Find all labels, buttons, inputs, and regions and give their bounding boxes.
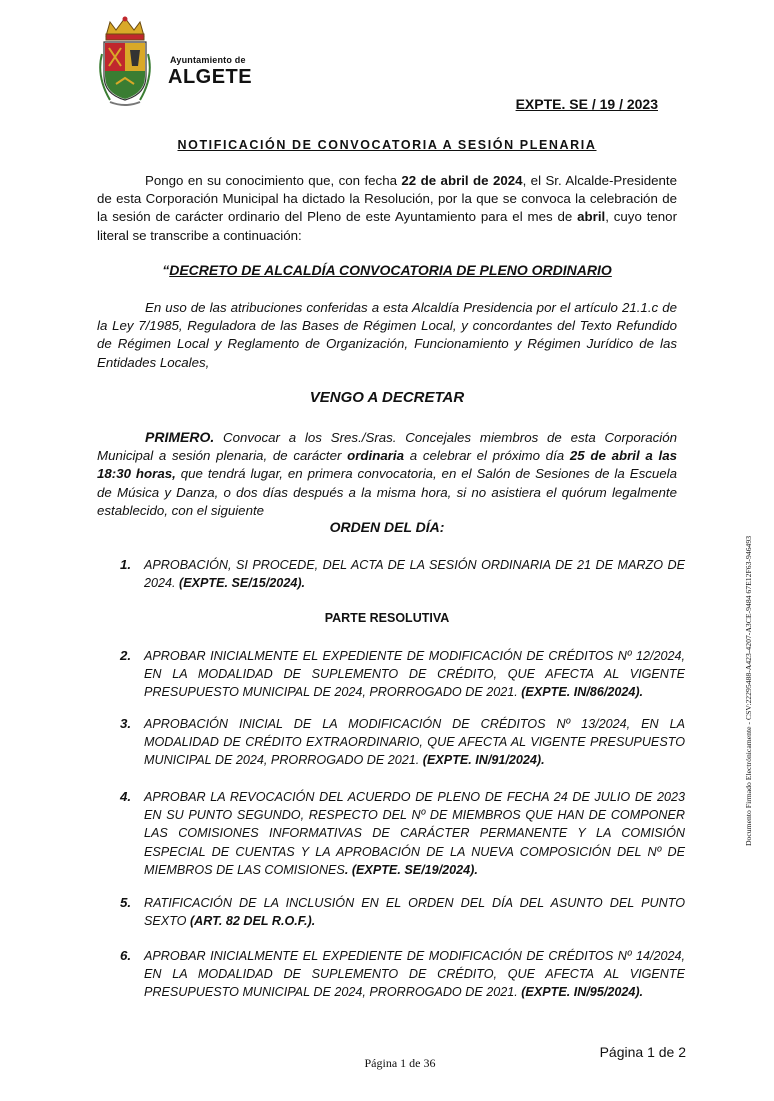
page-counter-right: Página 1 de 2 (599, 1044, 686, 1060)
electronic-signature-note: Documento Firmado Electrónicamente - CSV:22295488-A423-4207-A3CE-9484 67E12F63-946493 (744, 535, 753, 846)
intro-paragraph: Pongo en su conocimiento que, con fecha 22 de abril de 2024, el Sr. Alcalde-Presidente de esta Corporación Municipal ha dictado la Resolución, por la que se convoca la celebración de la sesión de carácter ordinario del Pleno de este Ayuntamiento para el mes de abril, cuyo tenor literal se transcribe a continuación: (97, 173, 678, 243)
agenda-item: APROBACIÓN, SI PROCEDE, DEL ACTA DE LA SESIÓN ORDINARIA DE 21 DE MARZO DE 2024. (EXPTE. SE/15/2024). (144, 558, 685, 591)
expediente-number: EXPTE. SE / 19 / 2023 (515, 96, 658, 112)
page-counter-center: Página 1 de 36 (364, 1056, 436, 1070)
notification-title: NOTIFICACIÓN DE CONVOCATORIA A SESIÓN PLENARIA (177, 138, 597, 152)
agenda-item: APROBAR LA REVOCACIÓN DEL ACUERDO DE PLENO DE FECHA 24 DE JULIO DE 2023 EN SU PUNTO SEGUNDO, RESPECTO DEL Nº DE MIEMBROS QUE HAN DE COMPONER LAS COMISIONES INFORMATIVAS DE CARÁCTER PERMANENTE Y LA COMISIÓN ESPECIAL DE CUENTAS Y LA APROBACIÓN DE LA NUEVA COMPOSICIÓN DEL Nº DE MIEMBROS DE LAS COMISIONES. (EXPTE. SE/19/2024). (144, 790, 685, 877)
decree-preamble: En uso de las atribuciones conferidas a esta Alcaldía Presidencia por el artículo 21.1.c de la Ley 7/1985, Reguladora de las Bases de Régimen Local, y concordantes del Texto Refundido de Régimen Local y Reglamento de Organización, Funcionamiento y Régimen Jurídico de las Entidades Locales, (97, 300, 677, 370)
item-number: 1. (120, 557, 132, 572)
org-name: ALGETE (168, 66, 253, 88)
item-number: 4. (120, 789, 132, 804)
agenda-item: APROBAR INICIALMENTE EL EXPEDIENTE DE MODIFICACIÓN DE CRÉDITOS Nº 14/2024, EN LA MODALIDAD DE SUPLEMENTO DE CRÉDITO, QUE AFECTA AL VIGENTE PRESUPUESTO MUNICIPAL DE 2024, PRORROGADO DE 2021. (EXPTE. IN/95/2024). (144, 949, 685, 1000)
primero-paragraph: PRIMERO. Convocar a los Sres./Sras. Concejales miembros de esta Corporación Municipal a sesión plenaria, de carácter ordinaria a celebrar el próximo día 25 de abril a las 18:30 horas, que tendrá lugar, en primera convocatoria, en el Salón de Sesiones de la Escuela de Música y Danza, o dos días después a la misma hora, si no asistiera el quórum legalmente establecido, con el siguiente (97, 429, 677, 518)
agenda-item: APROBACIÓN INICIAL DE LA MODIFICACIÓN DE CRÉDITOS Nº 13/2024, EN LA MODALIDAD DE CRÉDITO EXTRAORDINARIO, QUE AFECTA AL VIGENTE PRESUPUESTO MUNICIPAL DE 2024, PRORROGADO DE 2021. (EXPTE. IN/91/2024). (144, 717, 685, 768)
item-number: 5. (120, 895, 132, 910)
agenda-item: RATIFICACIÓN DE LA INCLUSIÓN EN EL ORDEN DEL DÍA DEL ASUNTO DEL PUNTO SEXTO (ART. 82 DEL R.O.F.). (144, 896, 685, 929)
vengo-heading: VENGO A DECRETAR (309, 389, 465, 406)
item-number: 2. (120, 648, 132, 663)
agenda-item: APROBAR INICIALMENTE EL EXPEDIENTE DE MODIFICACIÓN DE CRÉDITOS Nº 12/2024, EN LA MODALIDAD DE SUPLEMENTO DE CRÉDITO, QUE AFECTA AL VIGENTE PRESUPUESTO MUNICIPAL DE 2024, PRORROGADO DE 2021. (EXPTE. IN/86/2024). (144, 649, 685, 700)
parte-resolutiva-heading: PARTE RESOLUTIVA (324, 611, 450, 625)
orden-del-dia-heading: ORDEN DEL DÍA: (329, 519, 445, 535)
decree-title: “DECRETO DE ALCALDÍA CONVOCATORIA DE PLENO ORDINARIO (162, 262, 612, 278)
item-number: 3. (120, 716, 132, 731)
coat-of-arms-logo (96, 14, 154, 110)
org-label: Ayuntamiento de (170, 55, 246, 65)
item-number: 6. (120, 948, 132, 963)
